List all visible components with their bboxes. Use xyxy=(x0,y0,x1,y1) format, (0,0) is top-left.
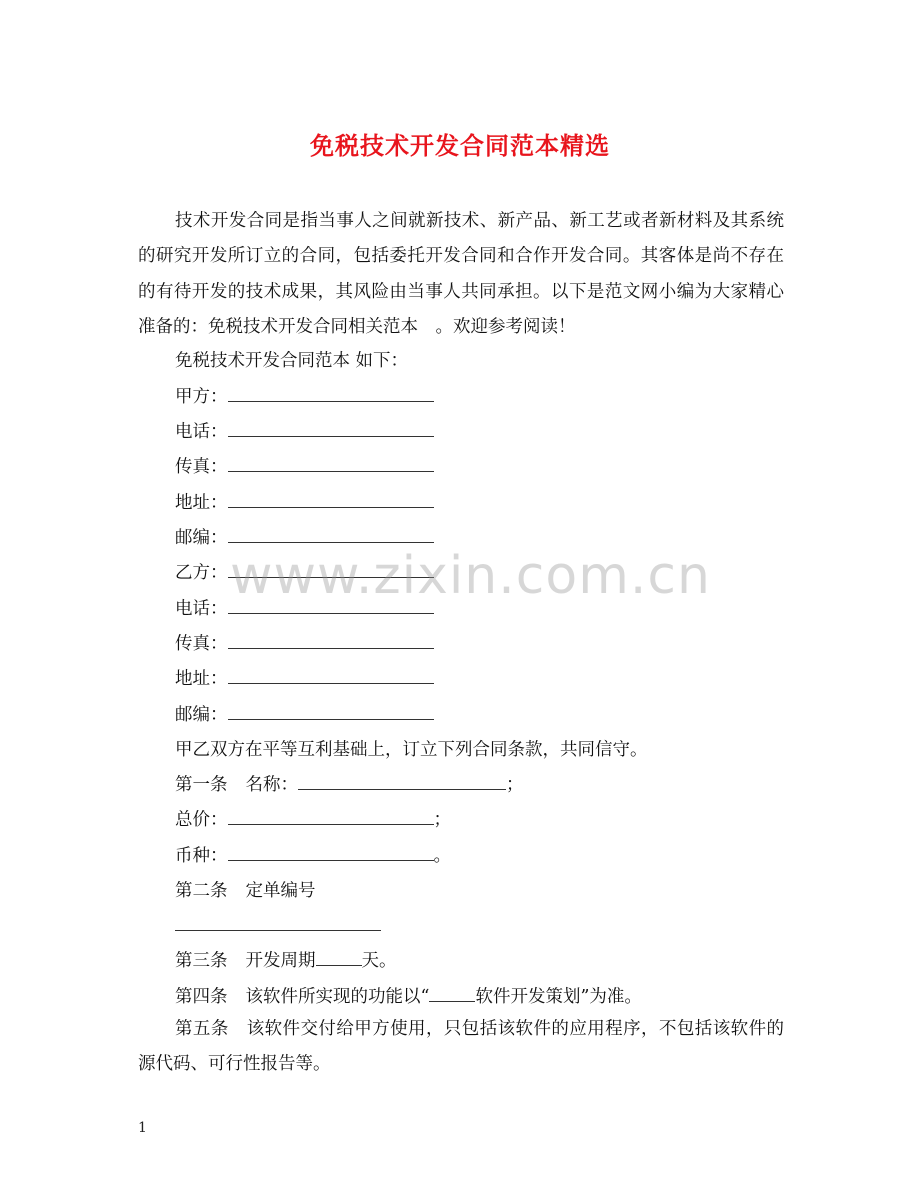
party-a-address-row xyxy=(175,490,434,516)
party-a-address-label: 地址： xyxy=(175,493,228,513)
order-number-blank xyxy=(175,930,381,931)
currency-end: 。 xyxy=(433,846,451,866)
intro-label: 免税技术开发合同范本 如下： xyxy=(175,351,409,371)
article-2-label: 第二条 xyxy=(175,881,228,901)
currency-blank xyxy=(228,843,434,861)
currency-row xyxy=(175,843,451,869)
article-1-name-label: 名称： xyxy=(245,775,298,795)
document-title: 免税技术开发合同范本精选 xyxy=(310,131,610,160)
party-a-phone-row xyxy=(175,419,434,445)
party-a-fax-blank xyxy=(228,454,434,472)
currency-label: 币种： xyxy=(175,846,228,866)
article-1-name-blank xyxy=(298,772,506,790)
intro-paragraph: 技术开发合同是指当事人之间就新技术、新产品、新工艺或者新材料及其系统的研究开发所订立的合同，包括委托开发合同和合作开发合同。其客体是尚不存在的有待开发的技术成果，其风险由当事人共同承担。以下是范文网小编为大家精心准备的：免税技术开发合同相关范本 。欢迎参考阅读！ xyxy=(138,211,784,338)
party-b-address-row xyxy=(175,666,434,692)
party-b-phone-label: 电话： xyxy=(175,599,228,619)
party-a-address-blank xyxy=(228,490,434,508)
party-a-fax-label: 传真： xyxy=(175,457,228,477)
article-1-label: 第一条 xyxy=(175,775,228,795)
article-4-post: 软件开发策划”为准。 xyxy=(475,987,642,1007)
party-b-zip-label: 邮编： xyxy=(175,705,228,725)
party-b-fax-row xyxy=(175,631,434,657)
party-b-fax-label: 传真： xyxy=(175,634,228,654)
party-a-phone-label: 电话： xyxy=(175,422,228,442)
article-5-paragraph: 第五条 该软件交付给甲方使用，只包括该软件的应用程序，不包括该软件的源代码、可行性报告等。 xyxy=(138,1019,784,1075)
article-4-software-blank xyxy=(429,984,475,1002)
party-b-fax-blank xyxy=(228,631,434,649)
watermark: www.zixin.com.cn xyxy=(230,546,711,606)
article-4-pre: 该软件所实现的功能以“ xyxy=(245,987,430,1007)
party-b-zip-blank xyxy=(228,702,434,720)
agreement-sentence: 甲乙双方在平等互利基础上，订立下列合同条款，共同信守。 xyxy=(175,740,648,760)
article-3-row xyxy=(175,948,397,974)
party-b-address-blank xyxy=(228,666,434,684)
party-b-zip-row xyxy=(175,702,434,728)
party-a-fax-row xyxy=(175,454,434,480)
party-a-zip-blank xyxy=(228,525,434,543)
party-a-name-row xyxy=(175,384,434,410)
total-price-end: ； xyxy=(433,810,451,830)
article-3-post: 天。 xyxy=(361,951,397,971)
page-number: 1 xyxy=(138,1120,147,1136)
article-2-text: 定单编号 xyxy=(245,881,316,901)
total-price-label: 总价： xyxy=(175,810,228,830)
total-price-row xyxy=(175,807,451,833)
article-3-label: 第三条 xyxy=(175,951,228,971)
article-3-days-blank xyxy=(316,948,362,966)
party-a-phone-blank xyxy=(228,419,434,437)
article-2-row xyxy=(175,878,316,904)
article-1-row xyxy=(175,772,524,798)
total-price-blank xyxy=(228,807,434,825)
party-a-name-label: 甲方： xyxy=(175,387,228,407)
article-4-row xyxy=(175,984,642,1010)
party-b-address-label: 地址： xyxy=(175,669,228,689)
article-4-label: 第四条 xyxy=(175,987,228,1007)
article-1-end: ； xyxy=(506,775,524,795)
article-3-pre: 开发周期 xyxy=(245,951,316,971)
party-a-name-blank xyxy=(228,384,434,402)
party-b-name-label: 乙方： xyxy=(175,563,228,583)
party-a-zip-label: 邮编： xyxy=(175,528,228,548)
